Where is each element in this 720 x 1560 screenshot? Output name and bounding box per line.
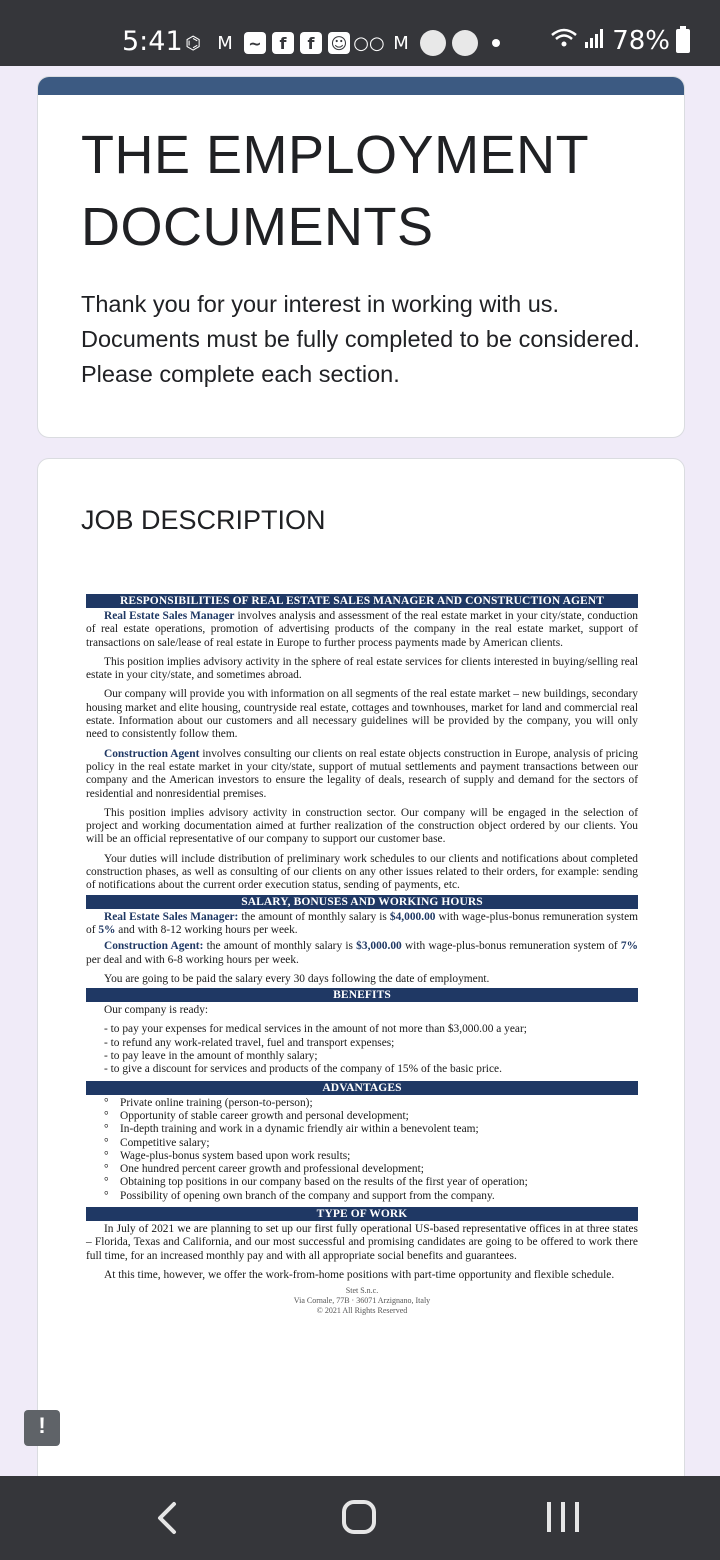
recent-apps-button[interactable]: [547, 1498, 579, 1536]
doc-salary-manager: Real Estate Sales Manager: the amount of monthly salary is $4,000.00 with wage-plus-bonus remuneration system of 5% and with 8-12 working hours per week.: [86, 910, 638, 936]
doc-band-salary: SALARY, BONUSES AND WORKING HOURS: [86, 895, 638, 909]
signal-icon: [584, 26, 606, 56]
advantages-list: [86, 1097, 638, 1203]
list-item: - to pay your expenses for medical services in the amount of not more than $3,000.00 a year;: [104, 1023, 527, 1036]
list-item: - to pay leave in the amount of monthly salary;: [104, 1050, 318, 1063]
battery-icon: [676, 29, 690, 53]
back-chevron-icon: [148, 1498, 188, 1538]
doc-paragraph: Real Estate Sales Manager involves analysis and assessment of the real estate market in your city/state, conduction of real estate operations, promotion of advertising products of the company in the real estate market, support of transactions on sale/lease of real estate in Europe to further process payments made by American clients.: [86, 610, 638, 649]
status-right: [550, 26, 690, 56]
list-item: ° Wage-plus-bonus system based upon work results;: [104, 1150, 638, 1163]
doc-band-benefits: BENEFITS: [86, 988, 638, 1002]
doc-band-advantages: ADVANTAGES: [86, 1081, 638, 1095]
benefits-intro: Our company is ready:: [104, 1004, 209, 1017]
list-item: ° In-depth training and work in a dynamic friendly air within a benevolent team;: [104, 1123, 638, 1136]
messenger-icon: ⌬: [185, 32, 201, 54]
recents-bar-icon: [575, 1502, 579, 1532]
form-header-card: [37, 76, 685, 438]
benefits-list: [86, 1023, 638, 1076]
list-item: - to give a discount for services and products of the company of 15% of the basic price.: [104, 1063, 502, 1076]
system-nav-bar: [0, 1476, 720, 1560]
status-time: 5:41: [122, 26, 183, 57]
gmail-icon: M: [217, 32, 233, 54]
circle-icon: [420, 30, 446, 56]
doc-paragraph: Your duties will include distribution of preliminary work schedules to our clients and notifications about completed construction phases, as well as consulting of our clients on any other issues related to their orders, for example: sending of notifications about the current order execution status, sending of payments, etc.: [86, 852, 638, 892]
wifi-icon: [550, 26, 578, 56]
more-notifications-dot-icon: [492, 39, 500, 47]
doc-paragraph: Construction Agent involves consulting our clients on real estate objects construction in Europe, analysis of pricing policy in the real estate market in your city/state, support of mutual settlements and payment transactions between our company and the American investors to ensure the legality of deals, research of supply and demand for the sectors of residential and nonresidential premises.: [86, 747, 638, 800]
list-item: ° Obtaining top positions in our company based on the results of the first year of operation;: [104, 1176, 638, 1189]
list-item: ° Possibility of opening own branch of the company and support from the company.: [104, 1190, 638, 1203]
doc-footer: [86, 1286, 638, 1316]
doc-salary-agent: Construction Agent: the amount of monthly salary is $3,000.00 with wage-plus-bonus remuneration system of 7% per deal and with 6-8 working hours per week.: [86, 940, 638, 966]
recents-bar-icon: [561, 1502, 565, 1532]
back-button[interactable]: [148, 1498, 188, 1538]
form-description: Thank you for your interest in working with us. Documents must be fully completed to be considered. Please complete each section.: [81, 291, 641, 387]
doc-band-type-of-work: TYPE OF WORK: [86, 1207, 638, 1221]
list-item: - to refund any work-related travel, fuel and transport expenses;: [104, 1036, 395, 1049]
footer-copyright: © 2021 All Rights Reserved: [316, 1306, 408, 1316]
home-button[interactable]: [342, 1500, 376, 1534]
feedly-icon: ~: [244, 32, 266, 54]
form-title: THE EMPLOYMENT DOCUMENTS: [81, 125, 589, 257]
gmail-icon: M: [393, 32, 409, 54]
doc-paragraph: In July of 2021 we are planning to set up our first fully operational US-based representative offices in at three states – Florida, Texas and California, and our most successful and promising candidates are going to be offered to work there full time, for an increased monthly pay and with all appropriate social benefits and guarantees.: [86, 1222, 638, 1262]
notification-icons: [180, 26, 500, 60]
doc-paragraph: You are going to be paid the salary every 30 days following the date of employment.: [104, 972, 490, 985]
doc-paragraph: This position implies advisory activity in the sphere of real estate services for clients interested in buying/selling real estate in your city/state, and sometimes abroad.: [86, 655, 638, 682]
section-title: JOB DESCRIPTION: [81, 505, 326, 535]
list-item: ° One hundred percent career growth and professional development;: [104, 1163, 638, 1176]
job-description-document: [86, 594, 638, 1316]
circle-icon: [452, 30, 478, 56]
job-description-card: [37, 458, 685, 1500]
doc-paragraph: This position implies advisory activity in construction sector. Our company will be engaged in the selection of project and working documentation aimed at further realization of the construction object ordered by our clients. You will be an official representative of our company to support our customer base.: [86, 806, 638, 846]
alert-icon: !: [38, 1413, 46, 1438]
list-item: ° Competitive salary;: [104, 1137, 638, 1150]
footer-company: Stet S.n.c.: [345, 1286, 379, 1296]
facebook-icon: f: [272, 32, 294, 54]
report-feedback-button[interactable]: [24, 1410, 60, 1446]
doc-band-responsibilities: RESPONSIBILITIES OF REAL ESTATE SALES MANAGER AND CONSTRUCTION AGENT: [86, 594, 638, 608]
doc-paragraph: Our company will provide you with information on all segments of the real estate market – new buildings, secondary housing market and elite housing, countryside real estate, cottages and townhouses, market for land and commercial real estate. Information about our customers and all necessary guidelines will be provided by the company, you will only need to consistently follow them.: [86, 688, 638, 741]
facebook-icon: f: [300, 32, 322, 54]
header-accent-bar: [38, 77, 684, 95]
battery-percent: 78%: [612, 26, 670, 56]
voicemail-icon: ○○: [353, 32, 385, 54]
list-item: ° Opportunity of stable career growth and personal development;: [104, 1110, 638, 1123]
recents-bar-icon: [547, 1502, 551, 1532]
doc-paragraph: At this time, however, we offer the work-from-home positions with part-time opportunity and flexible schedule.: [104, 1268, 615, 1281]
list-item: ° Private online training (person-to-person);: [104, 1097, 638, 1110]
chat-icon: ☺: [328, 32, 350, 54]
footer-address: Via Cornale, 77B · 36071 Arzignano, Italy: [293, 1296, 431, 1306]
